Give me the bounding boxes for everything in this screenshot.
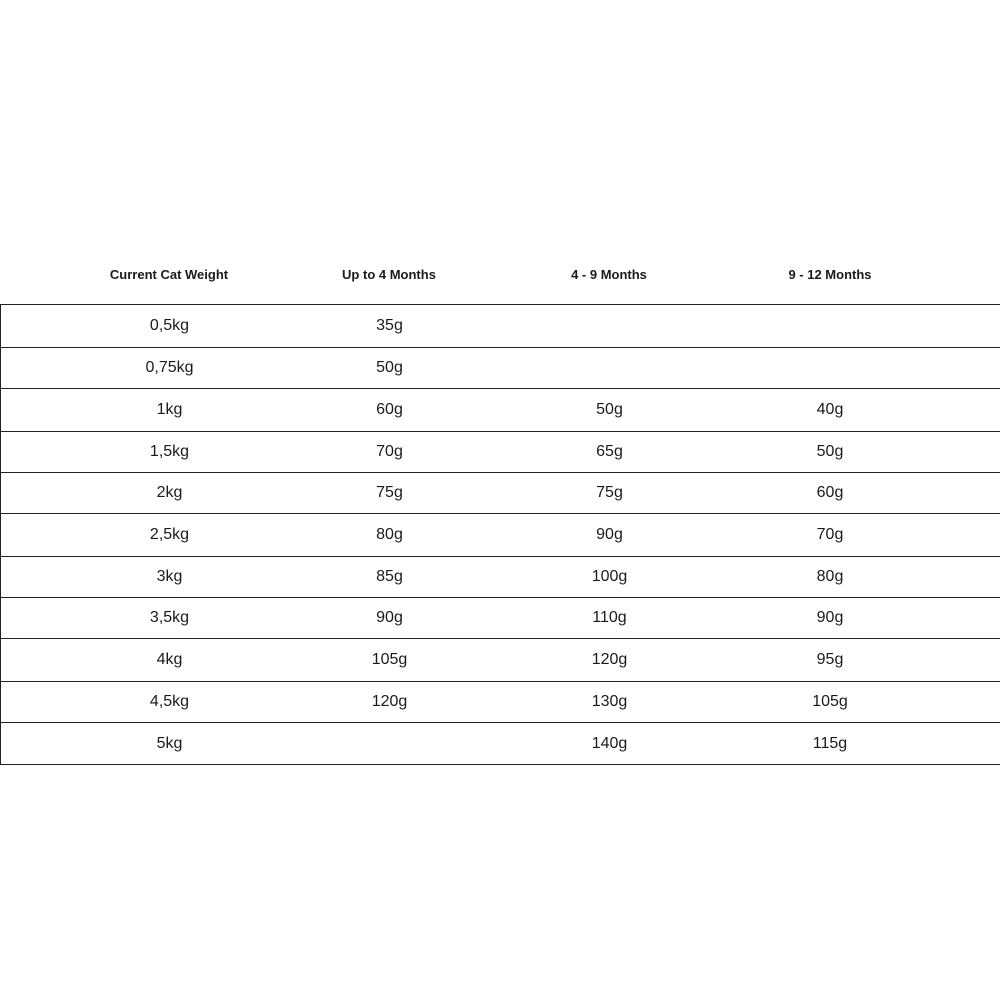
header-4-9-months: 4 - 9 Months: [571, 267, 647, 282]
cell-up-to-4-months: 80g: [280, 514, 500, 557]
table-row: [1, 598, 1000, 639]
cell-weight: 4kg: [60, 639, 280, 682]
cell-4-9-months: 50g: [500, 389, 720, 432]
cell-4-9-months: 65g: [500, 432, 720, 473]
cell-9-12-months: 50g: [720, 432, 941, 473]
cell-weight: 3,5kg: [60, 598, 280, 639]
row-spacer: [1, 348, 60, 389]
cell-4-9-months: 90g: [500, 514, 720, 557]
row-spacer: [941, 723, 1000, 765]
cell-4-9-months: 75g: [500, 473, 720, 514]
cell-weight: 1kg: [60, 389, 280, 432]
table-row: [1, 432, 1000, 473]
header-current-cat-weight: Current Cat Weight: [109, 267, 229, 282]
row-spacer: [941, 598, 1000, 639]
table-row: [1, 639, 1000, 682]
table-body: [1, 305, 1000, 765]
cell-up-to-4-months: 60g: [280, 389, 500, 432]
cell-weight: 5kg: [60, 723, 280, 765]
cell-weight: 4,5kg: [60, 682, 280, 723]
feeding-table: [0, 304, 1000, 765]
table-row: [1, 389, 1000, 432]
row-spacer: [941, 389, 1000, 432]
cell-9-12-months: 95g: [720, 639, 941, 682]
cell-weight: 3kg: [60, 557, 280, 598]
row-spacer: [1, 389, 60, 432]
cell-4-9-months: 120g: [500, 639, 720, 682]
cell-weight: 1,5kg: [60, 432, 280, 473]
row-spacer: [1, 639, 60, 682]
cell-4-9-months: 100g: [500, 557, 720, 598]
table-row: [1, 305, 1000, 348]
row-spacer: [941, 473, 1000, 514]
cell-weight: 2,5kg: [60, 514, 280, 557]
cell-weight: 0,75kg: [60, 348, 280, 389]
cell-4-9-months: 130g: [500, 682, 720, 723]
cell-up-to-4-months: 75g: [280, 473, 500, 514]
table-row: [1, 682, 1000, 723]
row-spacer: [941, 639, 1000, 682]
row-spacer: [941, 682, 1000, 723]
row-spacer: [941, 432, 1000, 473]
row-spacer: [1, 682, 60, 723]
cell-4-9-months: [500, 305, 720, 348]
row-spacer: [941, 514, 1000, 557]
cell-up-to-4-months: 70g: [280, 432, 500, 473]
cell-up-to-4-months: 90g: [280, 598, 500, 639]
row-spacer: [1, 473, 60, 514]
cell-9-12-months: 80g: [720, 557, 941, 598]
cell-9-12-months: 115g: [720, 723, 941, 765]
row-spacer: [1, 514, 60, 557]
cell-weight: 0,5kg: [60, 305, 280, 348]
cell-4-9-months: 140g: [500, 723, 720, 765]
cell-up-to-4-months: 85g: [280, 557, 500, 598]
cell-up-to-4-months: [280, 723, 500, 765]
cell-9-12-months: 105g: [720, 682, 941, 723]
cell-4-9-months: 110g: [500, 598, 720, 639]
table-row: [1, 723, 1000, 765]
row-spacer: [1, 598, 60, 639]
cell-9-12-months: 70g: [720, 514, 941, 557]
cell-up-to-4-months: 120g: [280, 682, 500, 723]
table-row: [1, 473, 1000, 514]
cell-9-12-months: [720, 348, 941, 389]
table-row: [1, 514, 1000, 557]
row-spacer: [1, 557, 60, 598]
cell-9-12-months: 60g: [720, 473, 941, 514]
row-spacer: [941, 348, 1000, 389]
cell-up-to-4-months: 35g: [280, 305, 500, 348]
header-up-to-4-months: Up to 4 Months: [342, 267, 436, 282]
row-spacer: [1, 723, 60, 765]
row-spacer: [1, 305, 60, 348]
row-spacer: [941, 557, 1000, 598]
table-header: [0, 262, 1000, 288]
table-row: [1, 348, 1000, 389]
cell-9-12-months: 40g: [720, 389, 941, 432]
cell-9-12-months: 90g: [720, 598, 941, 639]
cell-up-to-4-months: 105g: [280, 639, 500, 682]
table-row: [1, 557, 1000, 598]
row-spacer: [941, 305, 1000, 348]
cell-9-12-months: [720, 305, 941, 348]
cell-4-9-months: [500, 348, 720, 389]
cell-up-to-4-months: 50g: [280, 348, 500, 389]
row-spacer: [1, 432, 60, 473]
header-9-12-months: 9 - 12 Months: [788, 267, 872, 282]
cell-weight: 2kg: [60, 473, 280, 514]
